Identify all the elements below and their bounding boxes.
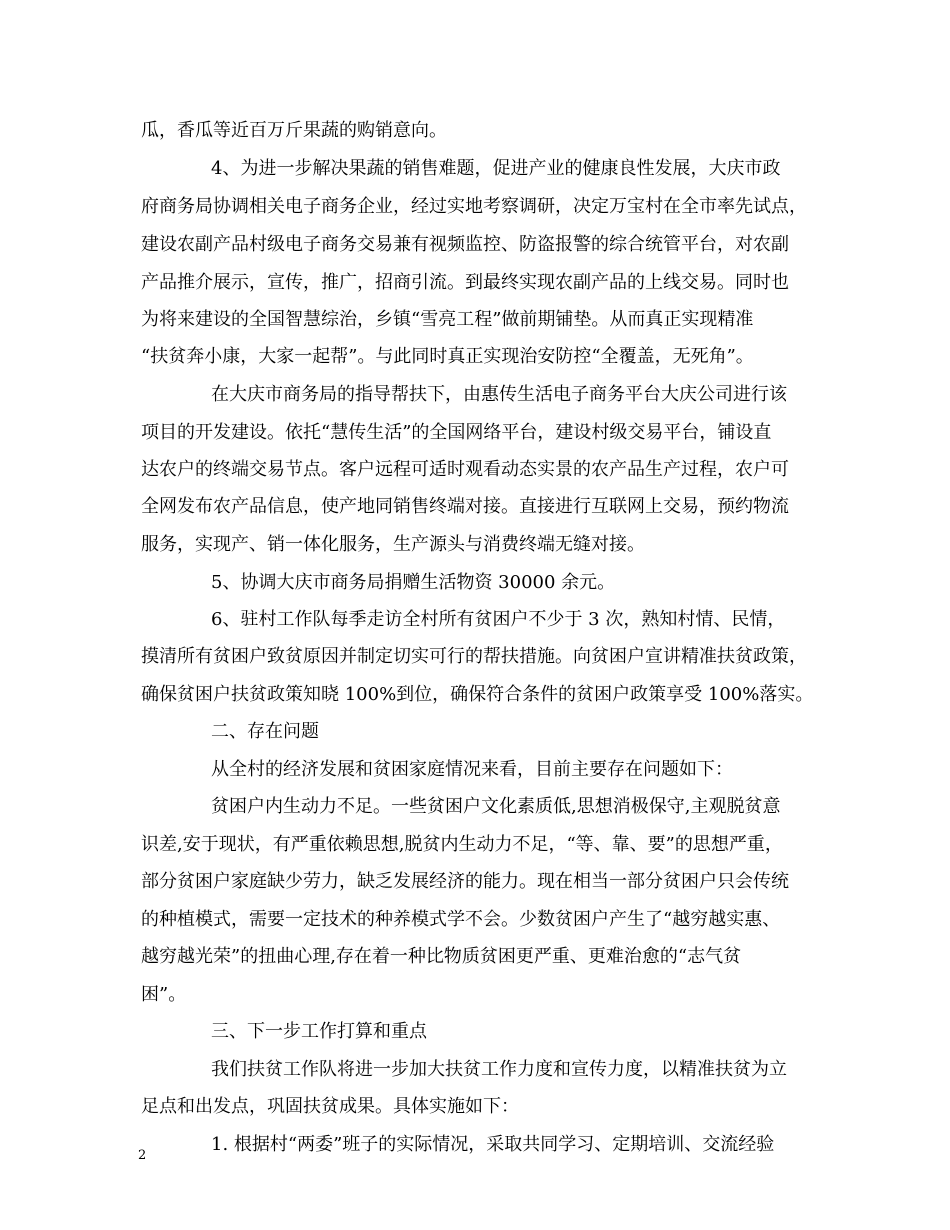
text-line: 4、为进一步解决果蔬的销售难题，促进产业的健康良性发展，大庆市政	[211, 158, 781, 179]
text-line: 确保贫困户扶贫政策知晓 100%到位，确保符合条件的贫困户政策享受 100%落实。	[141, 684, 814, 705]
text-line: 项目的开发建设。依托“慧传生活”的全国网络平台，建设村级交易平台，铺设直	[141, 422, 772, 443]
text-line: 我们扶贫工作队将进一步加大扶贫工作力度和宣传力度，以精准扶贫为立	[211, 1059, 787, 1080]
text-line: 6、驻村工作队每季走访全村所有贫困户不少于 3 次，熟知村情、民情，	[211, 609, 786, 630]
text-line: 府商务局协调相关电子商务企业，经过实地考察调研，决定万宝村在全市率先试点，	[141, 196, 807, 217]
text-line: 瓜，香瓜等近百万斤果蔬的购销意向。	[141, 120, 447, 141]
text-line: 摸清所有贫困户致贫原因并制定切实可行的帮扶措施。向贫困户宣讲精准扶贫政策，	[141, 646, 807, 667]
text-line: 部分贫困户家庭缺少劳力，缺乏发展经济的能力。现在相当一部分贫困户只会传统	[141, 871, 789, 892]
text-line: “扶贫奔小康，大家一起帮”。与此同时真正实现治安防控“全覆盖，无死角”。	[141, 346, 754, 367]
text-line: 的种植模式，需要一定技术的种养模式学不会。少数贫困户产生了“越穷越实惠、	[141, 909, 781, 930]
text-line: 从全村的经济发展和贫困家庭情况来看，目前主要存在问题如下：	[211, 759, 733, 780]
text-line: 达农户的终端交易节点。客户远程可适时观看动态实景的农产品生产过程，农户可	[141, 459, 789, 480]
page-number: 2	[138, 1148, 147, 1163]
text-line: 全网发布农产品信息，使产地同销售终端对接。直接进行互联网上交易，预约物流	[141, 496, 789, 517]
section-heading: 三、下一步工作打算和重点	[211, 1021, 427, 1042]
text-line: 服务，实现产、销一体化服务，生产源头与消费终端无缝对接。	[141, 534, 645, 555]
text-line: 足点和出发点，巩固扶贫成果。具体实施如下：	[141, 1096, 519, 1117]
text-line: 建设农副产品村级电子商务交易兼有视频监控、防盗报警的综合统管平台，对农副	[141, 234, 789, 255]
text-line: 识差,安于现状，有严重依赖思想,脱贫内生动力不足，“等、靠、要”的思想严重，	[141, 834, 783, 855]
text-line: 为将来建设的全国智慧综治，乡镇“雪亮工程”做前期铺垫。从而真正实现精准	[141, 309, 754, 330]
text-line: 产品推介展示，宣传，推广，招商引流。到最终实现农副产品的上线交易。同时也	[141, 272, 789, 293]
text-line: 越穷越光荣”的扭曲心理,存在着一种比物质贫困更严重、更难治愈的“志气贫	[141, 946, 742, 967]
text-line: 在大庆市商务局的指导帮扶下，由惠传生活电子商务平台大庆公司进行该	[211, 384, 787, 405]
section-heading: 二、存在问题	[211, 721, 319, 742]
text-line: 贫困户内生动力不足。一些贫困户文化素质低,思想消极保守,主观脱贫意	[211, 796, 781, 817]
text-line: 5、协调大庆市商务局捐赠生活物资 30000 余元。	[211, 572, 616, 593]
text-line: 困”。	[141, 984, 187, 1005]
text-line: 1. 根据村“两委”班子的实际情况，采取共同学习、定期培训、交流经验	[211, 1134, 775, 1155]
